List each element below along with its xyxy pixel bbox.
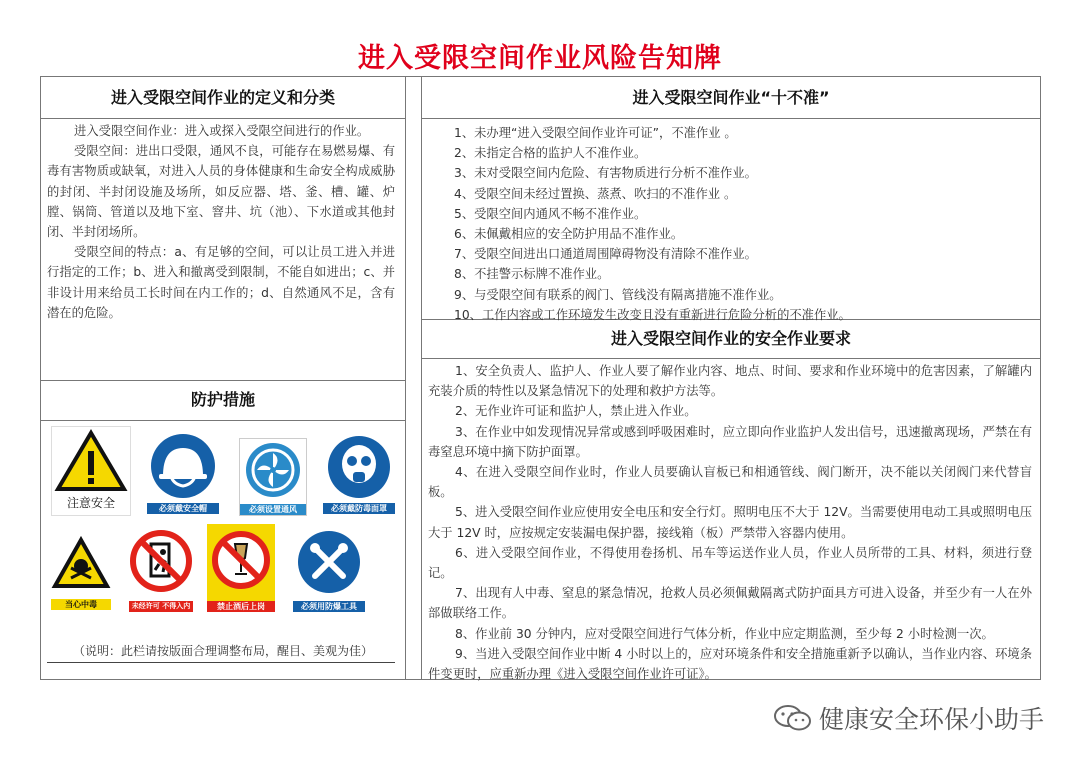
list-item: 9、当进入受限空间作业中断 4 小时以上的，应对环境条件和安全措施重新予以确认，当作业内容、环境条件变更时，应重新办理《进入受限空间作业许可证》。 xyxy=(428,646,1032,682)
left-column xyxy=(41,77,406,679)
sign-label: 当心中毒 xyxy=(51,599,111,610)
list-item: 1、未办理“进入受限空间作业许可证”，不准作业 。 xyxy=(454,126,737,140)
protection-heading: 防护措施 xyxy=(41,380,405,421)
list-item: 6、未佩戴相应的安全防护用品不准作业。 xyxy=(454,227,684,242)
warning-triangle-icon xyxy=(51,426,131,516)
definition-heading: 进入受限空间作业的定义和分类 xyxy=(41,77,405,119)
poison-warning-icon xyxy=(51,534,111,610)
no-alcohol-icon xyxy=(207,524,275,612)
sign-label: 必须戴防毒面罩 xyxy=(323,503,395,514)
no-entry-icon xyxy=(129,528,193,612)
list-item: 2、无作业许可证和监护人，禁止进入作业。 xyxy=(455,404,697,419)
definition-body xyxy=(41,119,405,323)
definition-section xyxy=(41,77,405,381)
watermark xyxy=(773,700,1044,736)
list-item: 3、在作业中如发现情况异常或感到呼吸困难时，应立即向作业监护人发出信号，迅速撤离现场，严禁在有毒窒息环境中摘下防护面罩。 xyxy=(428,424,1032,459)
watermark-text: 健康安全环保小助手 xyxy=(818,705,1044,734)
notice-board xyxy=(40,76,1041,680)
wechat-icon xyxy=(773,704,813,732)
note-underline xyxy=(47,662,395,663)
list-item: 8、不挂警示标牌不准作业。 xyxy=(454,267,610,282)
list-item: 9、与受限空间有联系的阀门、管线没有隔离措施不准作业。 xyxy=(454,287,782,302)
sign-label: 必须设置通风 xyxy=(240,504,306,515)
list-item: 4、在进入受限空间作业时，作业人员要确认盲板已和相通管线、阀门断开，决不能以关闭阀门来代替盲板。 xyxy=(428,465,1032,500)
definition-paragraph: 受限空间的特点：a、有足够的空间，可以让员工进入并进行指定的工作；b、进入和撤离受到限制，不能自如进出；c、并非设计用来给员工长时间在内工作的；d、自然通风不足，含有潜在的危险。 xyxy=(47,245,395,320)
list-item: 5、受限空间内通风不畅不准作业。 xyxy=(454,206,647,221)
definition-paragraph: 受限空间：进出口受限，通风不良，可能存在易燃易爆、有毒有害物质或缺氧，对进入人员的身体健康和生命安全构成威胁的封闭、半封闭设施及场所，如反应器、塔、釜、槽、罐、炉膛、锅筒、管道以及地下室、窨井、坑（池）、下水道或其他封闭、半封闭场所。 xyxy=(47,144,395,240)
safety-signs xyxy=(47,424,399,632)
requirements-heading: 进入受限空间作业的安全作业要求 xyxy=(422,319,1040,359)
requirements-list xyxy=(422,359,1040,684)
column-divider xyxy=(405,77,422,679)
list-item: 5、进入受限空间作业应使用安全电压和安全行灯。照明电压不大于 12V。当需要使用电动工具或照明电压大于 12V 时，应按规定安装漏电保护器，接线箱（板）严禁带入容器内使用。 xyxy=(428,505,1032,540)
list-item: 10、工作内容或工作环境发生改变且没有重新进行危险分析的不准作业。 xyxy=(454,307,851,322)
list-item: 7、受限空间进出口通道周围障碍物没有清除不准作业。 xyxy=(454,247,757,262)
protection-note: （说明：此栏请按版面合理调整布局，醒目、美观为佳） xyxy=(72,644,373,658)
sign-label: 禁止酒后上岗 xyxy=(207,601,275,612)
sign-label: 必须用防爆工具 xyxy=(293,601,365,612)
sign-label: 未经许可 不得入内 xyxy=(129,601,193,612)
list-item: 2、未指定合格的监护人不准作业。 xyxy=(454,146,647,161)
requirements-section xyxy=(422,319,1040,682)
sign-label: 必须戴安全帽 xyxy=(147,503,219,514)
protection-section xyxy=(41,380,405,679)
ten-prohibitions-section xyxy=(422,77,1040,320)
list-item: 1、安全负责人、监护人、作业人要了解作业内容、地点、时间、要求和作业环境中的危害因素，了解罐内充装介质的特性以及紧急情况下的处理和救护方法等。 xyxy=(428,364,1032,399)
gas-mask-icon xyxy=(323,434,395,514)
ten-prohibitions-heading: 进入受限空间作业“十不准” xyxy=(422,77,1040,119)
list-item: 7、出现有人中毒、窒息的紧急情况，抢救人员必须佩戴隔离式防护面具方可进入设备，并至少有一人在外部做联络工作。 xyxy=(428,586,1032,621)
ventilation-fan-icon xyxy=(239,438,307,516)
list-item: 8、作业前 30 分钟内，应对受限空间进行气体分析，作业中应定期监测，至少每 2 小时检测一次。 xyxy=(455,626,994,641)
right-column xyxy=(422,77,1040,682)
definition-paragraph: 进入受限空间作业：进入或探入受限空间进行的作业。 xyxy=(74,124,370,138)
page-title: 进入受限空间作业风险告知牌 xyxy=(358,43,722,74)
ten-prohibitions-list xyxy=(422,119,1040,325)
helmet-icon xyxy=(147,432,219,514)
list-item: 3、未对受限空间内危险、有害物质进行分析不准作业。 xyxy=(454,166,757,181)
explosion-proof-tool-icon xyxy=(293,528,365,612)
list-item: 4、受限空间未经过置换、蒸煮、吹扫的不准作业 。 xyxy=(454,186,737,201)
list-item: 6、进入受限空间作业，不得使用卷扬机、吊车等运送作业人员，作业人员所带的工具、材料，须进行登记。 xyxy=(428,545,1032,581)
sign-label: 注意安全 xyxy=(66,496,115,510)
